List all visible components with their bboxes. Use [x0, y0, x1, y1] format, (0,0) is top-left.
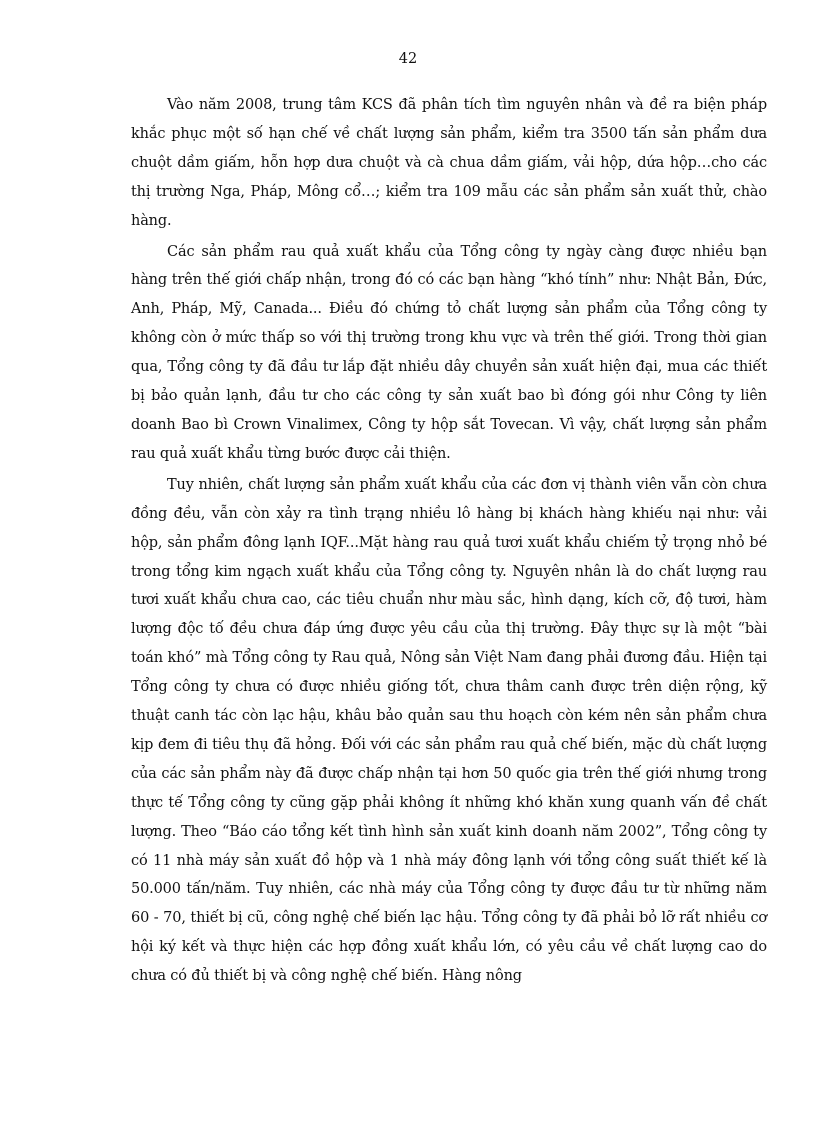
paragraph: Vào năm 2008, trung tâm KCS đã phân tích tìm nguyên nhân và đề ra biện pháp khắc phục một số hạn chế về chất lượng sản phẩm, kiểm tra 3500 tấn sản phẩm dưa chuột dầm giấm, hỗn hợp dưa chuột và cà chua dầm giấm, vải hộp, dứa hộp…cho các thị trường Nga, Pháp, Mông cổ…; kiểm tra 109 mẫu các sản phẩm sản xuất thử, chào hàng.: [131, 97, 767, 229]
paragraph: Các sản phẩm rau quả xuất khẩu của Tổng công ty ngày càng được nhiều bạn hàng trên thế giới chấp nhận, trong đó có các bạn hàng “khó tính” như: Nhật Bản, Đức, Anh, Pháp, Mỹ, Canada... Điều đó chứng tỏ chất lượng sản phẩm của Tổng công ty không còn ở mức thấp so với thị trường trong khu vực và trên thế giới. Trong thời gian qua, Tổng công ty đã đầu tư lắp đặt nhiều dây chuyền sản xuất hiện đại, mua các thiết bị bảo quản lạnh, đầu tư cho các công ty sản xuất bao bì đóng gói như Công ty liên doanh Bao bì Crown Vinalimex, Công ty hộp sắt Tovecan. Vì vậy, chất lượng sản phẩm rau quả xuất khẩu từng bước được cải thiện.: [131, 243, 767, 462]
page-number: 42: [398, 51, 418, 67]
body-text: [131, 91, 767, 993]
paragraph: Tuy nhiên, chất lượng sản phẩm xuất khẩu của các đơn vị thành viên vẫn còn chưa đồng đều, vẫn còn xảy ra tình trạng nhiều lô hàng bị khách hàng khiếu nại như: vải hộp, sản phẩm đông lạnh IQF...Mặt hàng rau quả tươi xuất khẩu chiếm tỷ trọng nhỏ bé trong tổng kim ngạch xuất khẩu của Tổng công ty. Nguyên nhân là do chất lượng rau tươi xuất khẩu chưa cao, các tiêu chuẩn như màu sắc, hình dạng, kích cỡ, độ tươi, hàm lượng độc tố đều chưa đáp ứng được yêu cầu của thị trường. Đây thực sự là một “bài toán khó” mà Tổng công ty Rau quả, Nông sản Việt Nam đang phải đương đầu. Hiện tại Tổng công ty chưa có được nhiều giống tốt, chưa thâm canh được trên diện rộng, kỹ thuật canh tác còn lạc hậu, khâu bảo quản sau thu hoạch còn kém nên sản phẩm chưa kịp đem đi tiêu thụ đã hỏng. Đối với các sản phẩm rau quả chế biến, mặc dù chất lượng của các sản phẩm này đã được chấp nhận tại hơn 50 quốc gia trên thế giới nhưng trong thực tế Tổng công ty cũng gặp phải không ít những khó khăn xung quanh vấn đề chất lượng. Theo “Báo cáo tổng kết tình hình sản xuất kinh doanh năm 2002”, Tổng công ty có 11 nhà máy sản xuất đồ hộp và 1 nhà máy đông lạnh với tổng công suất thiết kế là 50.000 tấn/năm. Tuy nhiên, các nhà máy của Tổng công ty được đầu tư từ những năm 60 - 70, thiết bị cũ, công nghệ chế biến lạc hậu. Tổng công ty đã phải bỏ lỡ rất nhiều cơ hội ký kết và thực hiện các hợp đồng xuất khẩu lớn, có yêu cầu về chất lượng cao do chưa có đủ thiết bị và công nghệ chế biến. Hàng nông: [131, 476, 767, 985]
